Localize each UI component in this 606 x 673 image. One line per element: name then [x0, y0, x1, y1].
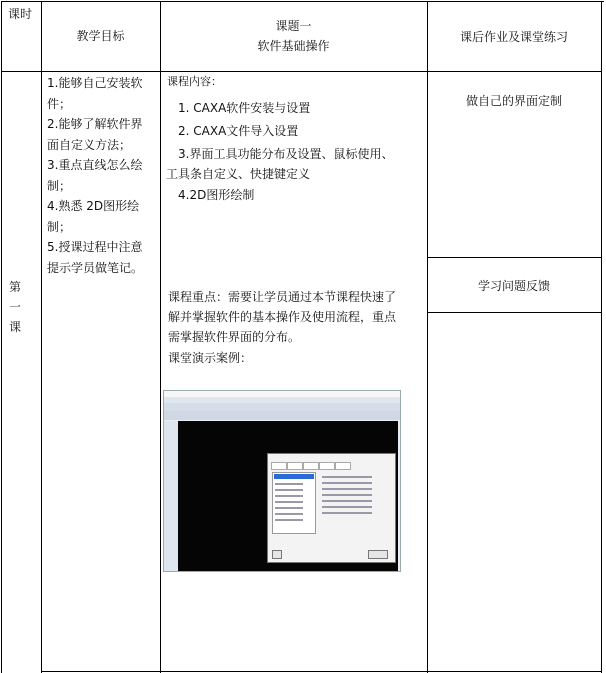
dialog-list-selection	[274, 474, 314, 479]
demo-label: 课堂演示案例：	[168, 351, 253, 365]
dialog-option-row	[322, 488, 372, 490]
column-divider-2	[160, 1, 161, 673]
dialog-option-row	[322, 482, 372, 484]
header-topic-line1: 课题一	[275, 19, 312, 33]
dialog-tab	[303, 462, 319, 470]
content-item-3: 3.界面工具功能分布及设置、鼠标使用、	[178, 147, 394, 161]
dialog-option-row	[322, 494, 372, 496]
software-screenshot	[163, 390, 401, 572]
dialog-option-row	[322, 476, 372, 478]
objective-line: 5.授课过程中注意	[47, 240, 143, 254]
homework-text: 做自己的界面定制	[465, 94, 562, 108]
key-points-line3: 需掌握软件界面的分布。	[168, 330, 301, 344]
objective-line: 制；	[47, 219, 72, 234]
header-topic-line2: 软件基础操作	[257, 39, 330, 53]
dialog-list-row	[275, 519, 303, 521]
objective-line: 3.重点直线怎么绘	[47, 158, 143, 172]
dialog-option-row	[322, 512, 372, 514]
dialog-close-button	[368, 550, 388, 559]
homework-divider	[427, 257, 602, 258]
table-border-top	[1, 1, 604, 2]
toolbar-row-1	[164, 403, 400, 411]
options-dialog	[267, 453, 396, 563]
dialog-option-row	[322, 500, 372, 502]
left-toolbar	[164, 421, 178, 571]
header-period: 课时	[8, 7, 33, 21]
period-char-3: 课	[9, 320, 22, 334]
dialog-list-row	[275, 495, 303, 497]
period-char-2: 一	[9, 300, 22, 314]
bottom-divider	[41, 671, 602, 672]
objective-line: 件；	[47, 96, 72, 111]
content-label: 课程内容：	[167, 75, 222, 88]
table-border-left	[1, 1, 2, 673]
header-objectives: 教学目标	[76, 29, 125, 43]
feedback-divider	[427, 312, 602, 313]
dialog-option-row	[322, 506, 372, 508]
objectives-list	[47, 73, 159, 278]
dialog-list-row	[275, 501, 303, 503]
content-item-2: 2. CAXA文件导入设置	[178, 124, 299, 138]
dialog-tab	[319, 462, 335, 470]
column-divider-1	[41, 1, 42, 673]
toolbar-row-2	[164, 411, 400, 420]
dialog-list-row	[275, 513, 303, 515]
objective-line: 提示学员做笔记。	[47, 260, 144, 275]
content-item-3-cont: 工具条自定义、快捷键定义	[166, 167, 311, 181]
objective-line: 4.熟悉 2D图形绘	[47, 199, 140, 213]
dialog-tab	[271, 462, 287, 470]
dialog-tab	[335, 462, 351, 470]
dialog-list-row	[275, 483, 303, 485]
key-points-line1: 课程重点：需要让学员通过本节课程快速了	[168, 290, 397, 304]
content-item-4: 4.2D图形绘制	[178, 188, 255, 202]
objective-line: 面自定义方法；	[47, 137, 132, 152]
header-homework: 课后作业及课堂练习	[459, 30, 568, 44]
header-divider	[1, 71, 602, 72]
key-points-line2: 解并掌握软件的基本操作及使用流程，重点	[168, 310, 397, 324]
dialog-list	[272, 472, 316, 534]
objective-line: 制；	[47, 178, 72, 193]
objective-line: 2.能够了解软件界	[47, 117, 143, 131]
objective-line: 1.能够自己安装软	[47, 76, 143, 90]
table-border-right	[601, 1, 602, 673]
dialog-list-row	[275, 507, 303, 509]
dialog-list-row	[275, 489, 303, 491]
feedback-label: 学习问题反馈	[477, 279, 550, 293]
dialog-tab	[287, 462, 303, 470]
dialog-help-button	[272, 550, 282, 559]
content-item-1: 1. CAXA软件安装与设置	[178, 101, 311, 115]
period-char-1: 第	[9, 280, 22, 294]
